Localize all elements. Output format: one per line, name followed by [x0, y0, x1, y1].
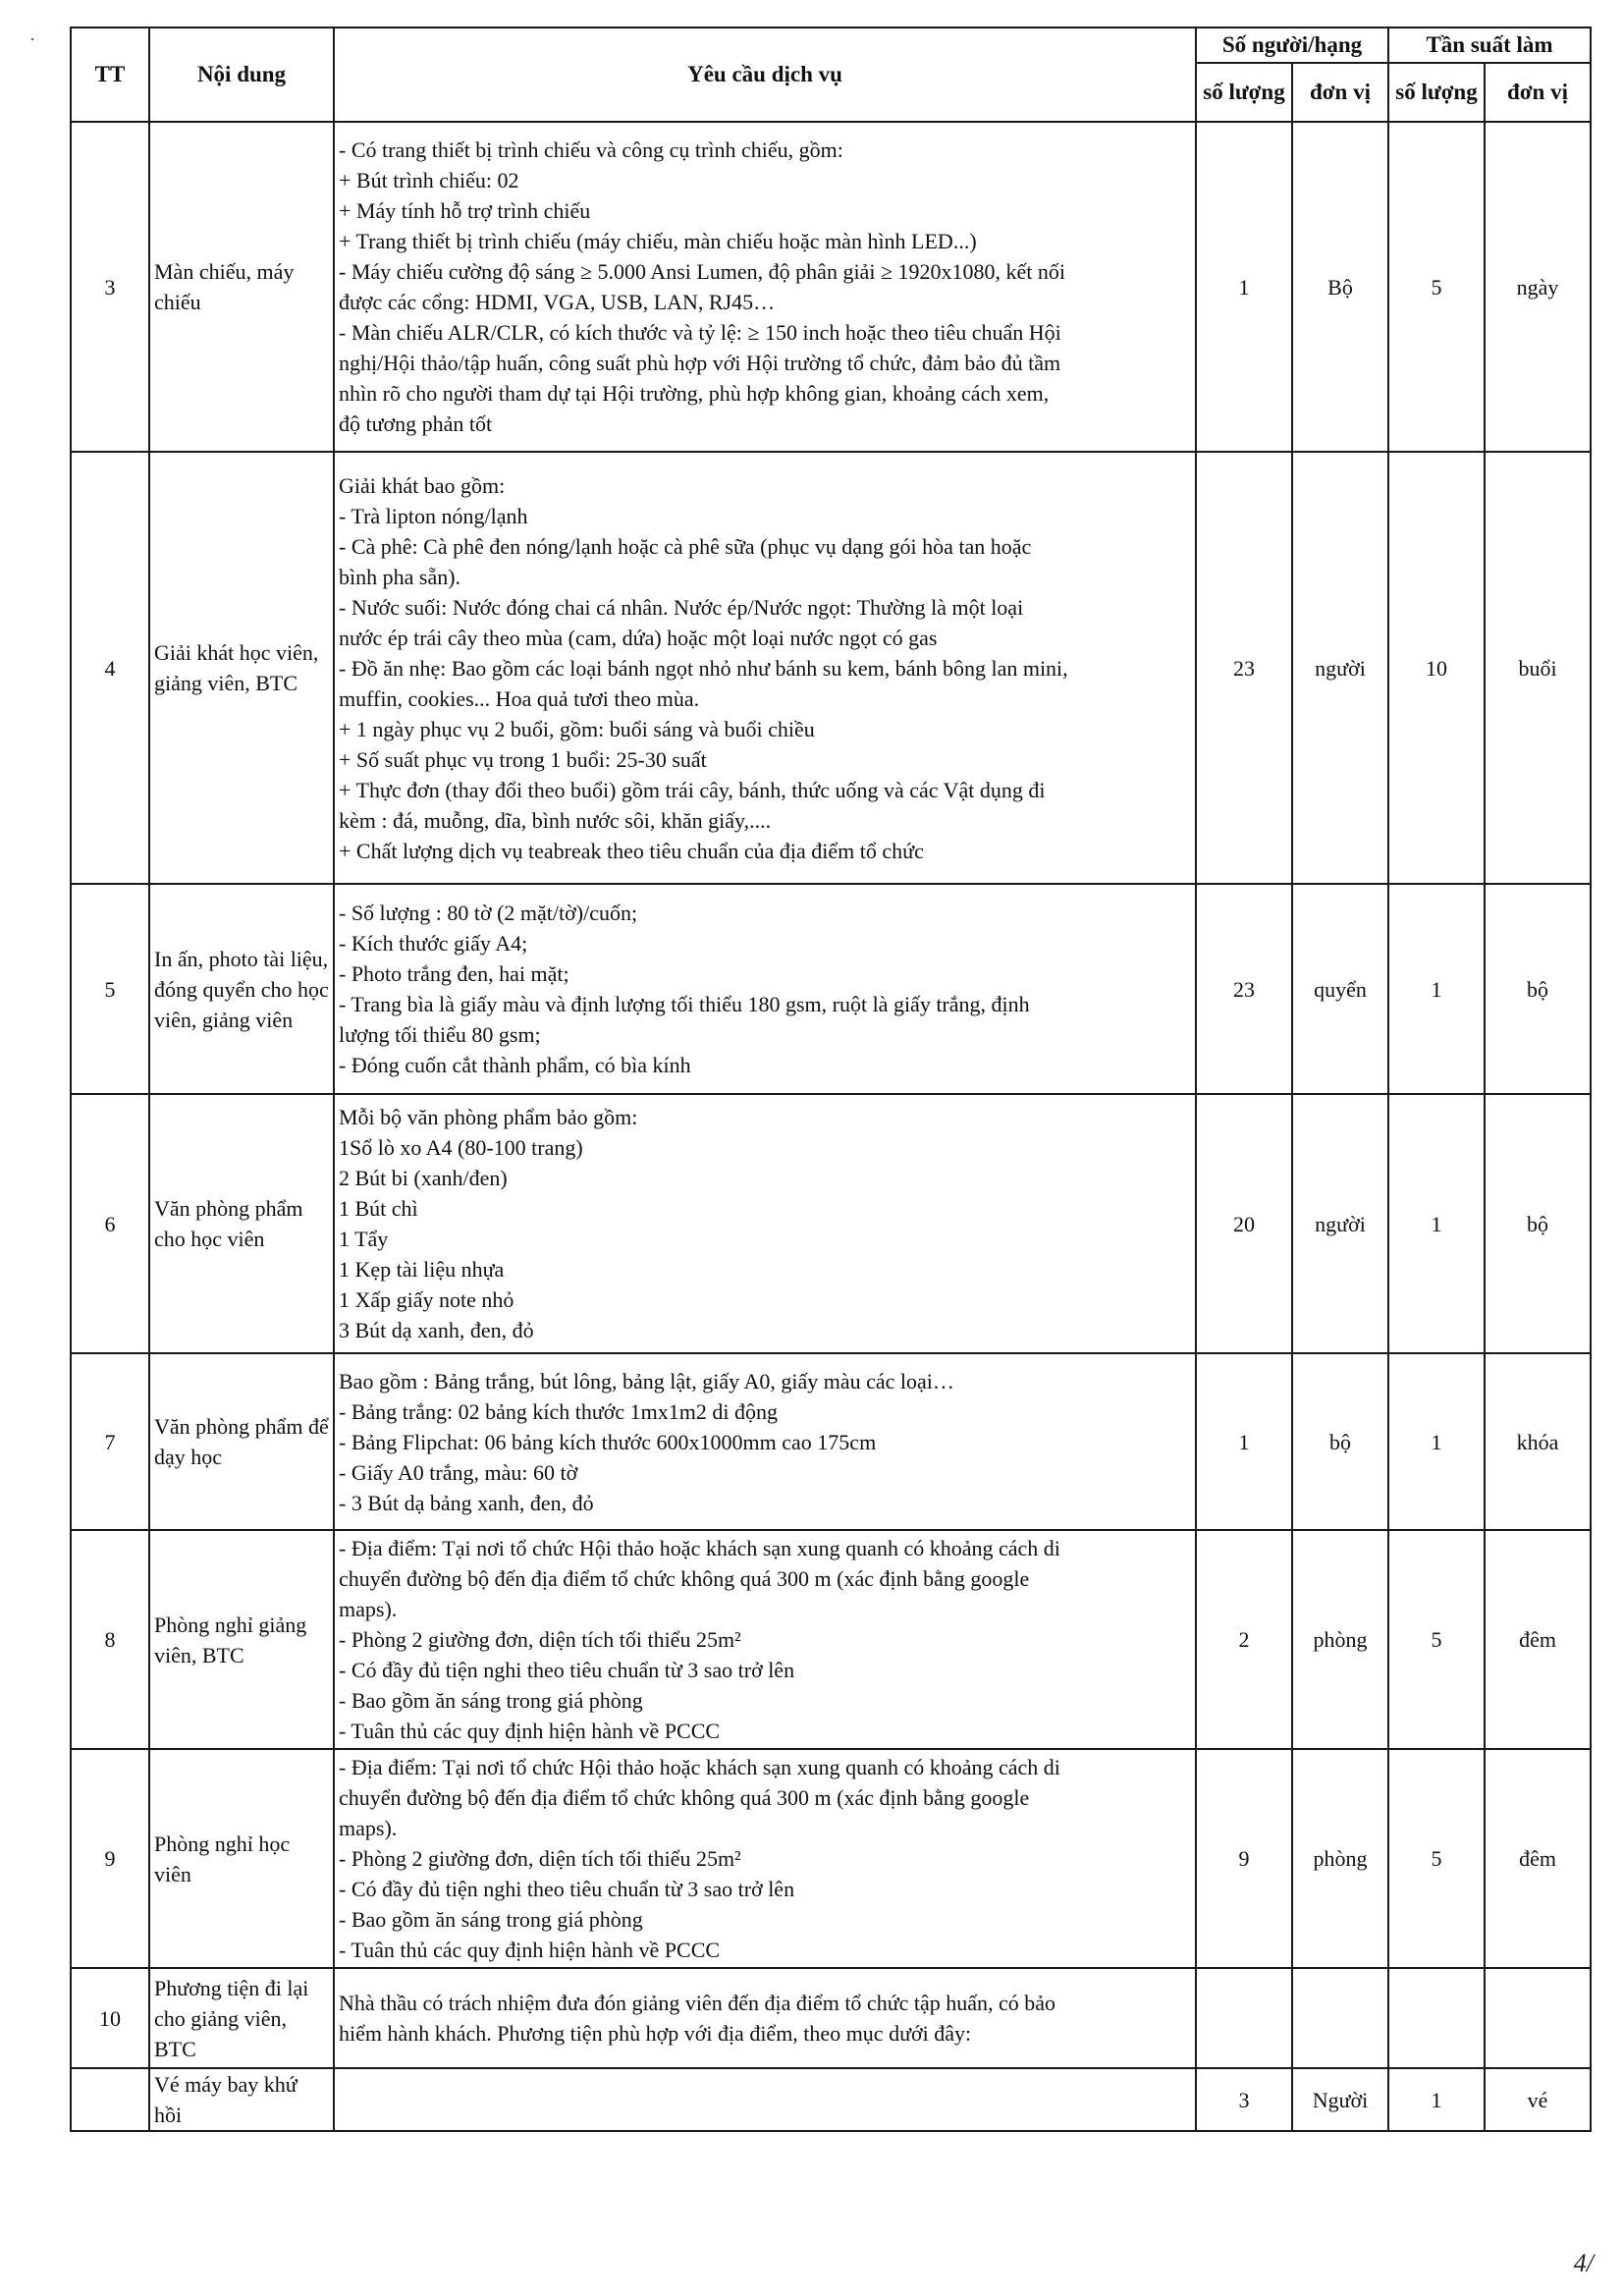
- cell-so-luong-tan-suat: 1: [1388, 1353, 1485, 1530]
- table-row: [71, 1353, 1591, 1530]
- requirement-line: - Tuân thủ các quy định hiện hành về PCCC: [339, 1719, 721, 1743]
- cell-don-vi-nguoi: Bộ: [1292, 122, 1388, 452]
- requirement-line: + 1 ngày phục vụ 2 buổi, gồm: buổi sáng và buổi chiều: [339, 716, 815, 741]
- cell-so-luong-tan-suat: 5: [1388, 1749, 1485, 1968]
- table-row: [71, 1968, 1591, 2068]
- cell-don-vi-nguoi: quyển: [1292, 884, 1388, 1094]
- requirement-line: muffin, cookies... Hoa quả tươi theo mùa.: [339, 685, 700, 711]
- cell-so-luong-nguoi: 2: [1196, 1530, 1292, 1749]
- cell-don-vi-tan-suat: buổi: [1485, 452, 1591, 884]
- page-mark: 4/: [1573, 2249, 1594, 2277]
- requirement-line: nghị/Hội thảo/tập huấn, công suất phù hợp với Hội trường tổ chức, đảm bảo đủ tầm: [339, 351, 1061, 375]
- cell-don-vi-tan-suat: đêm: [1485, 1749, 1591, 1968]
- requirement-line: - Kích thước giấy A4;: [339, 931, 528, 956]
- cell-yeu-cau: [334, 1968, 1196, 2068]
- requirement-line: - Nước suối: Nước đóng chai cá nhân. Nước ép/Nước ngọt: Thường là một loại: [339, 594, 1024, 620]
- requirement-line: - Phòng 2 giường đơn, diện tích tối thiểu 25m²: [339, 1846, 741, 1871]
- cell-so-luong-tan-suat: 1: [1388, 2068, 1485, 2131]
- header-so-nguoi-hang: Số người/hạng: [1196, 27, 1388, 63]
- cell-so-luong-nguoi: 9: [1196, 1749, 1292, 1968]
- table-row: [71, 2068, 1591, 2131]
- requirement-line: 1 Tẩy: [339, 1227, 389, 1251]
- requirement-line: độ tương phản tốt: [339, 411, 493, 436]
- requirement-line: - Bao gồm ăn sáng trong giá phòng: [339, 1907, 643, 1932]
- cell-so-luong-tan-suat: 1: [1388, 884, 1485, 1094]
- requirement-line: + Thực đơn (thay đổi theo buổi) gồm trái cây, bánh, thức uống và các Vật dụng đi: [339, 777, 1046, 802]
- cell-don-vi-tan-suat: đêm: [1485, 1530, 1591, 1749]
- cell-so-luong-nguoi: 1: [1196, 122, 1292, 452]
- cell-don-vi-nguoi: người: [1292, 1094, 1388, 1353]
- requirement-line: - Trà lipton nóng/lạnh: [339, 503, 528, 528]
- cell-don-vi-tan-suat: vé: [1485, 2068, 1591, 2131]
- requirement-line: + Máy tính hỗ trợ trình chiếu: [339, 198, 591, 223]
- cell-don-vi-nguoi: Người: [1292, 2068, 1388, 2131]
- cell-don-vi-tan-suat: khóa: [1485, 1353, 1591, 1530]
- requirement-line: + Số suất phục vụ trong 1 buổi: 25-30 suất: [339, 746, 707, 772]
- cell-don-vi-nguoi: phòng: [1292, 1749, 1388, 1968]
- requirement-line: lượng tối thiểu 80 gsm;: [339, 1022, 541, 1047]
- cell-tt: 10: [71, 1968, 149, 2068]
- requirement-line: chuyển đường bộ đến địa điểm tổ chức không quá 300 m (xác định bằng google: [339, 1785, 1030, 1810]
- header-noi-dung: Nội dung: [149, 27, 334, 122]
- requirement-line: - Photo trắng đen, hai mặt;: [339, 961, 569, 986]
- cell-noi-dung: In ấn, photo tài liệu, đóng quyển cho học viên, giảng viên: [149, 884, 334, 1094]
- cell-tt: 8: [71, 1530, 149, 1749]
- table-row: [71, 452, 1591, 884]
- requirement-line: - Bảng trắng: 02 bảng kích thước 1mx1m2 di động: [339, 1398, 778, 1424]
- cell-so-luong-tan-suat: 10: [1388, 452, 1485, 884]
- header-tan-suat-lam: Tần suất làm: [1388, 27, 1591, 63]
- cell-tt: [71, 2068, 149, 2131]
- requirement-line: 1 Xấp giấy note nhỏ: [339, 1287, 514, 1312]
- table-body: [71, 122, 1591, 2131]
- cell-so-luong-nguoi: 3: [1196, 2068, 1292, 2131]
- requirement-line: hiểm hành khách. Phương tiện phù hợp với địa điểm, theo mục dưới đây:: [339, 2021, 972, 2046]
- cell-noi-dung: Vé máy bay khứ hồi: [149, 2068, 334, 2131]
- requirement-line: - Trang bìa là giấy màu và định lượng tối thiểu 180 gsm, ruột là giấy trắng, định: [339, 992, 1030, 1016]
- table-row: [71, 122, 1591, 452]
- cell-tt: 7: [71, 1353, 149, 1530]
- header-don-vi-2: đơn vị: [1485, 63, 1591, 122]
- requirement-line: Giải khát bao gồm:: [339, 472, 506, 498]
- cell-so-luong-tan-suat: 5: [1388, 1530, 1485, 1749]
- requirement-line: 3 Bút dạ xanh, đen, đỏ: [339, 1318, 534, 1342]
- requirement-line: - Địa điểm: Tại nơi tổ chức Hội thảo hoặc khách sạn xung quanh có khoảng cách di: [339, 1536, 1060, 1560]
- requirement-line: được các cổng: HDMI, VGA, USB, LAN, RJ45…: [339, 290, 776, 314]
- requirement-line: Bao gồm : Bảng trắng, bút lông, bảng lật, giấy A0, giấy màu các loại…: [339, 1368, 954, 1394]
- requirement-line: 2 Bút bi (xanh/đen): [339, 1166, 508, 1190]
- requirement-line: maps).: [339, 1816, 398, 1840]
- requirement-line: kèm : đá, muỗng, dĩa, bình nước sôi, khăn giấy,....: [339, 807, 772, 833]
- requirement-line: - Địa điểm: Tại nơi tổ chức Hội thảo hoặc khách sạn xung quanh có khoảng cách di: [339, 1755, 1060, 1779]
- cell-yeu-cau: [334, 1353, 1196, 1530]
- requirement-line: - Bao gồm ăn sáng trong giá phòng: [339, 1688, 643, 1713]
- cell-so-luong-nguoi: 20: [1196, 1094, 1292, 1353]
- requirement-line: - Có đầy đủ tiện nghi theo tiêu chuẩn từ 3 sao trở lên: [339, 1877, 795, 1901]
- service-requirements-table: [70, 27, 1592, 2132]
- cell-tt: 6: [71, 1094, 149, 1353]
- cell-noi-dung: Màn chiếu, máy chiếu: [149, 122, 334, 452]
- requirement-line: - Có đầy đủ tiện nghi theo tiêu chuẩn từ 3 sao trở lên: [339, 1658, 795, 1682]
- cell-don-vi-nguoi: phòng: [1292, 1530, 1388, 1749]
- requirement-line: 1Sổ lò xo A4 (80-100 trang): [339, 1135, 583, 1160]
- header-yeu-cau: Yêu cầu dịch vụ: [334, 27, 1196, 122]
- cell-yeu-cau: [334, 1749, 1196, 1968]
- requirement-line: - Giấy A0 trắng, màu: 60 tờ: [339, 1459, 578, 1485]
- cell-yeu-cau: [334, 1094, 1196, 1353]
- requirement-line: nhìn rõ cho người tham dự tại Hội trường, phù hợp không gian, khoảng cách xem,: [339, 381, 1050, 406]
- cell-tt: 4: [71, 452, 149, 884]
- table-row: [71, 1530, 1591, 1749]
- requirement-line: bình pha sẵn).: [339, 564, 461, 589]
- cell-yeu-cau: [334, 1530, 1196, 1749]
- cell-noi-dung: Phòng nghỉ học viên: [149, 1749, 334, 1968]
- requirement-line: - Phòng 2 giường đơn, diện tích tối thiểu 25m²: [339, 1627, 741, 1652]
- requirement-line: - Màn chiếu ALR/CLR, có kích thước và tỷ lệ: ≥ 150 inch hoặc theo tiêu chuẩn Hội: [339, 320, 1061, 345]
- requirement-line: nước ép trái cây theo mùa (cam, dứa) hoặc một loại nước ngọt có gas: [339, 625, 938, 650]
- cell-so-luong-tan-suat: [1388, 1968, 1485, 2068]
- cell-don-vi-tan-suat: bộ: [1485, 1094, 1591, 1353]
- cell-tt: 5: [71, 884, 149, 1094]
- requirement-line: Mỗi bộ văn phòng phẩm bảo gồm:: [339, 1105, 638, 1129]
- cell-noi-dung: Văn phòng phẩm cho học viên: [149, 1094, 334, 1353]
- requirement-line: 1 Kẹp tài liệu nhựa: [339, 1257, 505, 1282]
- table-row: [71, 1094, 1591, 1353]
- cell-yeu-cau: [334, 122, 1196, 452]
- cell-so-luong-nguoi: 1: [1196, 1353, 1292, 1530]
- cell-so-luong-nguoi: 23: [1196, 452, 1292, 884]
- cell-don-vi-nguoi: người: [1292, 452, 1388, 884]
- requirement-line: maps).: [339, 1597, 398, 1621]
- cell-so-luong-nguoi: [1196, 1968, 1292, 2068]
- cell-yeu-cau: [334, 452, 1196, 884]
- cell-don-vi-tan-suat: [1485, 1968, 1591, 2068]
- cell-so-luong-nguoi: 23: [1196, 884, 1292, 1094]
- requirement-line: - Bảng Flipchat: 06 bảng kích thước 600x1000mm cao 175cm: [339, 1429, 877, 1454]
- header-tt: TT: [71, 27, 149, 122]
- requirement-line: + Chất lượng dịch vụ teabreak theo tiêu chuẩn của địa điểm tổ chức: [339, 838, 924, 863]
- requirement-line: chuyển đường bộ đến địa điểm tổ chức không quá 300 m (xác định bằng google: [339, 1566, 1030, 1591]
- cell-so-luong-tan-suat: 5: [1388, 122, 1485, 452]
- table-row: [71, 1749, 1591, 1968]
- requirement-line: 1 Bút chì: [339, 1196, 418, 1221]
- requirement-line: - Đồ ăn nhẹ: Bao gồm các loại bánh ngọt nhỏ như bánh su kem, bánh bông lan mini,: [339, 655, 1068, 681]
- cell-yeu-cau: [334, 2068, 1196, 2131]
- requirement-line: + Trang thiết bị trình chiếu (máy chiếu, màn chiếu hoặc màn hình LED...): [339, 229, 977, 253]
- cell-noi-dung: Phòng nghỉ giảng viên, BTC: [149, 1530, 334, 1749]
- cell-don-vi-tan-suat: ngày: [1485, 122, 1591, 452]
- header-so-luong-2: số lượng: [1388, 63, 1485, 122]
- cell-don-vi-nguoi: [1292, 1968, 1388, 2068]
- requirement-line: - Tuân thủ các quy định hiện hành về PCCC: [339, 1938, 721, 1962]
- requirement-line: - Cà phê: Cà phê đen nóng/lạnh hoặc cà phê sữa (phục vụ dạng gói hòa tan hoặc: [339, 533, 1032, 559]
- cell-noi-dung: Phương tiện đi lại cho giảng viên, BTC: [149, 1968, 334, 2068]
- table-row: [71, 884, 1591, 1094]
- cell-yeu-cau: [334, 884, 1196, 1094]
- cell-don-vi-tan-suat: bộ: [1485, 884, 1591, 1094]
- cell-so-luong-tan-suat: 1: [1388, 1094, 1485, 1353]
- cell-tt: 9: [71, 1749, 149, 1968]
- cell-tt: 3: [71, 122, 149, 452]
- cell-noi-dung: Văn phòng phẩm để dạy học: [149, 1353, 334, 1530]
- requirement-line: - Có trang thiết bị trình chiếu và công cụ trình chiếu, gồm:: [339, 137, 843, 162]
- requirement-line: - Máy chiếu cường độ sáng ≥ 5.000 Ansi Lumen, độ phân giải ≥ 1920x1080, kết nối: [339, 259, 1065, 284]
- requirement-line: - Số lượng : 80 tờ (2 mặt/tờ)/cuốn;: [339, 901, 638, 925]
- requirement-line: + Bút trình chiếu: 02: [339, 168, 519, 192]
- requirement-line: - Đóng cuốn cắt thành phẩm, có bìa kính: [339, 1053, 691, 1077]
- header-don-vi-1: đơn vị: [1292, 63, 1388, 122]
- header-so-luong-1: số lượng: [1196, 63, 1292, 122]
- cell-don-vi-nguoi: bộ: [1292, 1353, 1388, 1530]
- requirement-line: Nhà thầu có trách nhiệm đưa đón giảng viên đến địa điểm tổ chức tập huấn, có bảo: [339, 1991, 1056, 2015]
- scan-speck: ·: [29, 29, 35, 49]
- cell-noi-dung: Giải khát học viên, giảng viên, BTC: [149, 452, 334, 884]
- requirement-line: - 3 Bút dạ bảng xanh, đen, đỏ: [339, 1490, 594, 1515]
